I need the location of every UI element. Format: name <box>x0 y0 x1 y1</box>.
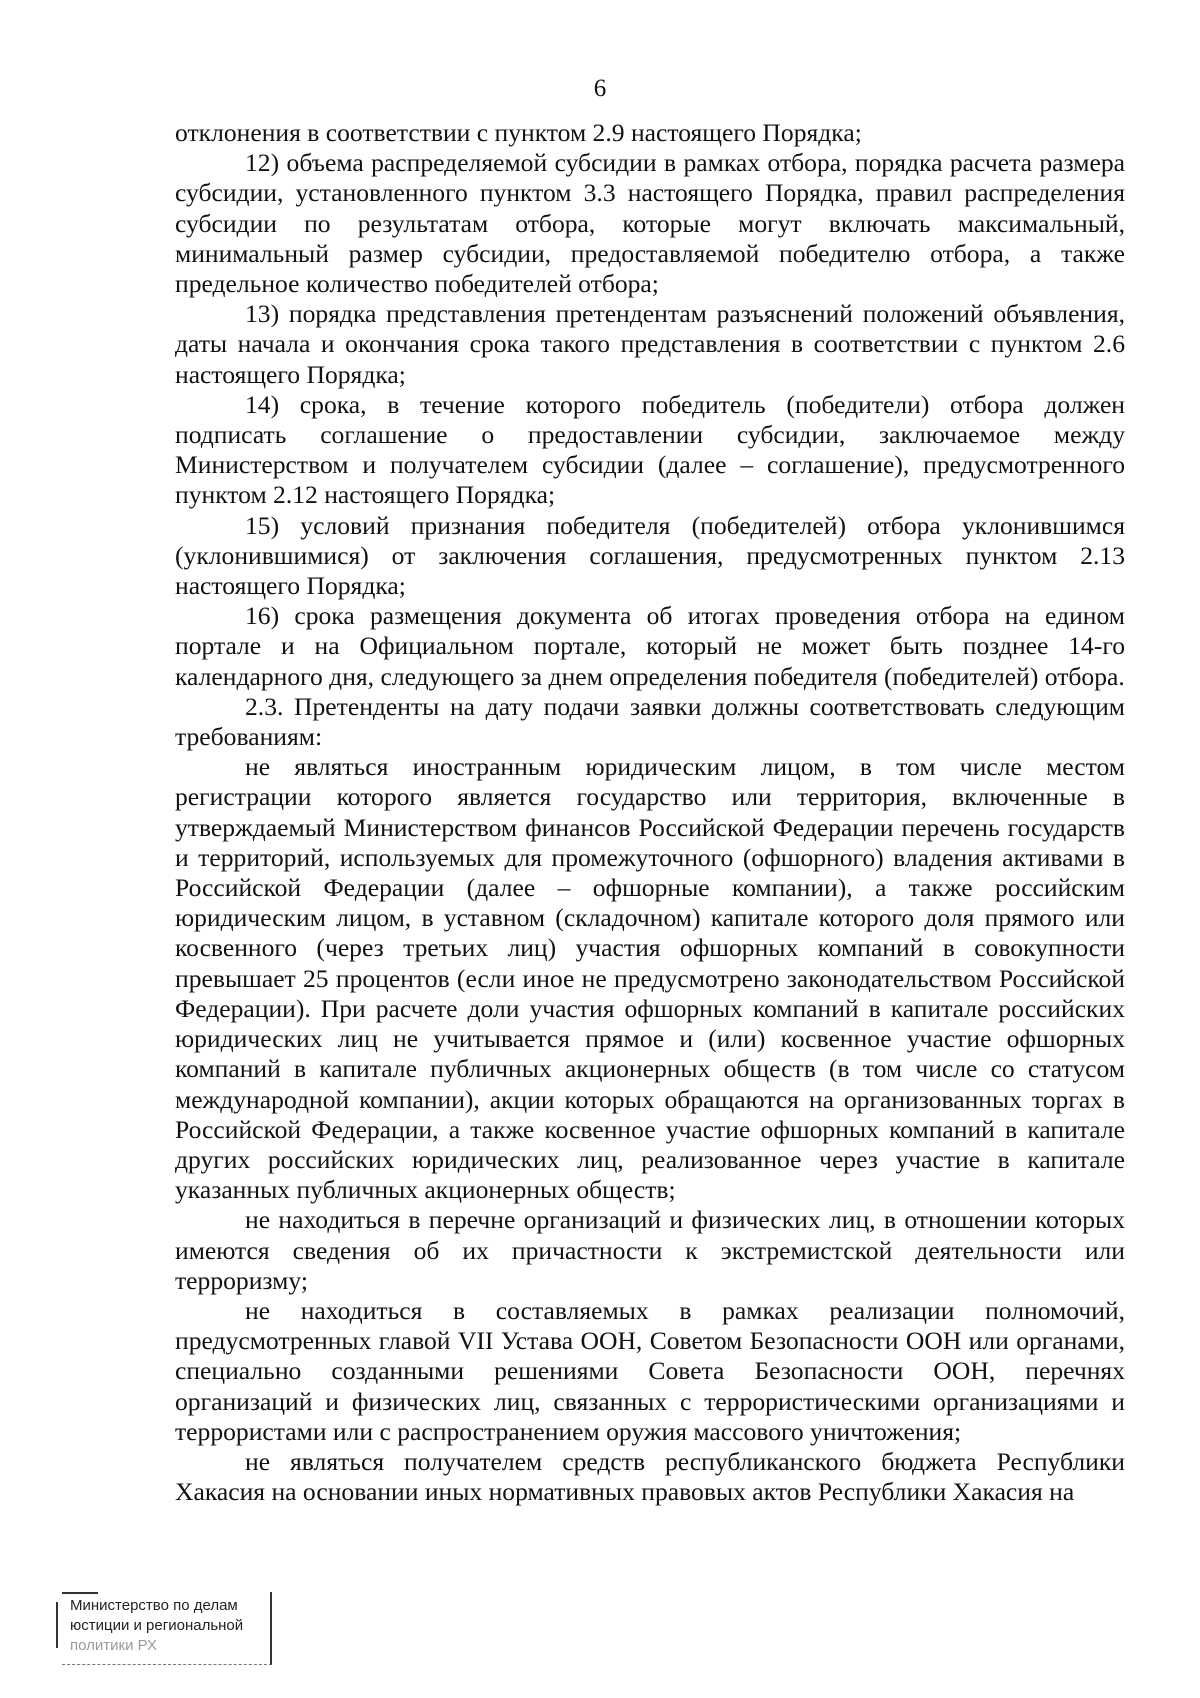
paragraph: не являться получателем средств республиканского бюджета Республики Хакасия на основании иных нормативных правовых актов Республики Хакасия на <box>175 1446 1125 1507</box>
stamp-line: политики РХ <box>70 1637 157 1654</box>
paragraph: не находиться в перечне организаций и физических лиц, в отношении которых имеются сведения об их причастности к экстремистской деятельности или терроризму; <box>175 1205 1125 1295</box>
stamp-border-mark <box>56 1602 58 1648</box>
paragraph: 12) объема распределяемой субсидии в рамках отбора, порядка расчета размера субсидии, установленного пунктом 3.3 настоящего Порядка, правил распределения субсидии по результатам отбора, которые могут включать максимальный, минимальный размер субсидии, предоставляемой победителю отбора, а также предельное количество победителей отбора; <box>175 148 1125 299</box>
stamp-border-mark <box>62 1592 98 1594</box>
paragraph: 14) срока, в течение которого победитель (победители) отбора должен подписать соглашение о предоставлении субсидии, заключаемое между Министерством и получателем субсидии (далее – соглашение), предусмотренного пунктом 2.12 настоящего Порядка; <box>175 389 1125 510</box>
paragraph: 15) условий признания победителя (победителей) отбора уклонившимся (уклонившимися) от заключения соглашения, предусмотренных пунктом 2.13 настоящего Порядка; <box>175 510 1125 601</box>
paragraph: не являться иностранным юридическим лицом, в том числе местом регистрации которого является государство или территория, включенные в утверждаемый Министерством финансов Российской Федерации перечень государств и территорий, используемых для промежуточного (офшорного) владения активами в Российской Федерации (далее – офшорные компании), а также российским юридическим лицом, в уставном (складочном) капитале которого доля прямого или косвенного (через третьих лиц) участия офшорных компаний в совокупности превышает 25 процентов (если иное не предусмотрено законодательством Российской Федерации). При расчете доли участия офшорных компаний в капитале российских юридических лиц не учитывается прямое и (или) косвенное участие офшорных компаний в капитале публичных акционерных обществ (в том числе со статусом международной компании), акции которых обращаются на организованных торгах в Российской Федерации, а также косвенное участие офшорных компаний в капитале других российских юридических лиц, реализованное через участие в капитале указанных публичных акционерных обществ; <box>175 752 1125 1205</box>
paragraph: отклонения в соответствии с пунктом 2.9 настоящего Порядка; <box>175 118 862 147</box>
paragraph: 2.3. Претенденты на дату подачи заявки должны соответствовать следующим требованиям: <box>175 691 1125 752</box>
paragraph: не находиться в составляемых в рамках реализации полномочий, предусмотренных главой VII Устава ООН, Советом Безопасности ООН или органами, специально созданными решениями Совета Безопасности ООН, перечнях организаций и физических лиц, связанных с террористическими организациями и террористами или с распространением оружия массового уничтожения; <box>175 1295 1125 1446</box>
page-number: 6 <box>593 75 607 102</box>
stamp-line: Министерство по делам <box>70 1597 238 1614</box>
stamp-line: юстиции и региональной <box>70 1617 244 1634</box>
paragraph: 16) срока размещения документа об итогах проведения отбора на едином портале и на Официальном портале, который не может быть позднее 14-го календарного дня, следующего за днем определения победителя (победителей) отбора. <box>175 601 1125 691</box>
document-body <box>175 118 1125 1507</box>
ministry-stamp <box>62 1592 272 1665</box>
paragraph: 13) порядка представления претендентам разъяснений положений объявления, даты начала и окончания срока такого представления в соответствии с пунктом 2.6 настоящего Порядка; <box>175 299 1125 389</box>
